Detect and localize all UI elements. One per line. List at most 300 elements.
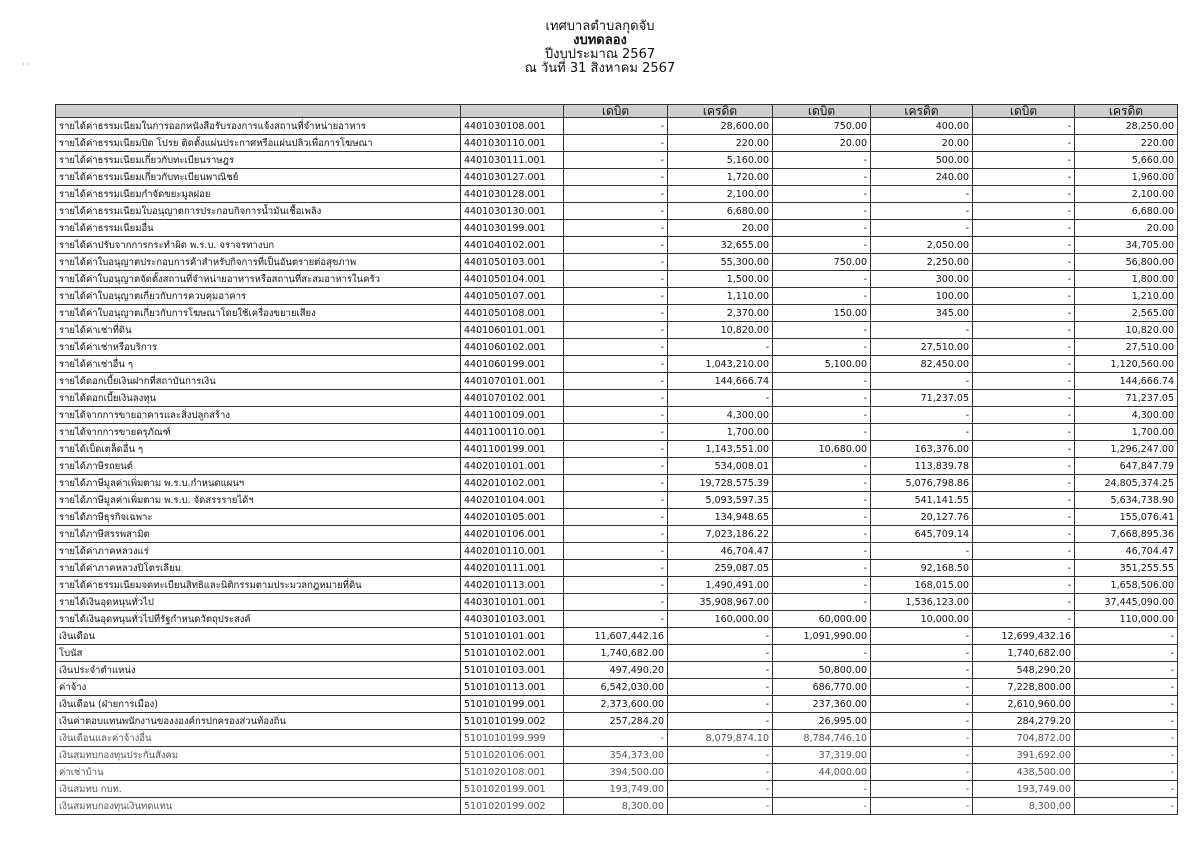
table-row (56, 458, 1178, 475)
account-code-cell: 4402010106.001 (461, 526, 564, 543)
closing-debit-cell: 704,872.00 (973, 730, 1075, 747)
column-header-period-credit: เครดิต (871, 105, 973, 118)
closing-debit-cell: - (973, 407, 1075, 424)
period-credit-cell: - (871, 747, 973, 764)
account-code-cell: 4401100110.001 (461, 424, 564, 441)
closing-credit-cell: 7,668,895.36 (1075, 526, 1178, 543)
period-credit-cell: 300.00 (871, 271, 973, 288)
table-row (56, 594, 1178, 611)
period-credit-cell: - (871, 696, 973, 713)
table-row (56, 526, 1178, 543)
closing-credit-cell: 6,680.00 (1075, 203, 1178, 220)
table-row (56, 339, 1178, 356)
period-credit-cell: - (871, 407, 973, 424)
table-row (56, 662, 1178, 679)
table-row (56, 696, 1178, 713)
account-code-cell: 4401040102.001 (461, 237, 564, 254)
table-row (56, 152, 1178, 169)
closing-credit-cell: - (1075, 628, 1178, 645)
closing-debit-cell: - (973, 594, 1075, 611)
period-credit-cell: - (871, 628, 973, 645)
opening-credit-cell: 5,093,597.35 (668, 492, 773, 509)
period-credit-cell: - (871, 764, 973, 781)
table-row (56, 237, 1178, 254)
account-code-cell: 4401070101.001 (461, 373, 564, 390)
opening-credit-cell: 1,500.00 (668, 271, 773, 288)
account-name-cell: เงินเดือน (56, 628, 461, 645)
opening-debit-cell: 354,373.00 (564, 747, 668, 764)
period-credit-cell: 71,237.05 (871, 390, 973, 407)
closing-debit-cell: - (973, 339, 1075, 356)
opening-debit-cell: - (564, 152, 668, 169)
account-name-cell: รายได้เงินอุดหนุนทั่วไป (56, 594, 461, 611)
table-row (56, 118, 1178, 135)
account-code-cell: 5101020199.001 (461, 781, 564, 798)
period-debit-cell: - (773, 577, 871, 594)
account-name-cell: รายได้ภาษีมูลค่าเพิ่มตาม พ.ร.บ. จัดสรรรายได้ฯ (56, 492, 461, 509)
table-row (56, 764, 1178, 781)
period-credit-cell: - (871, 424, 973, 441)
account-name-cell: เงินเดือนและค่าจ้างอื่น (56, 730, 461, 747)
table-row (56, 577, 1178, 594)
period-credit-cell: - (871, 220, 973, 237)
column-header-opening-credit: เครดิต (668, 105, 773, 118)
opening-debit-cell: - (564, 118, 668, 135)
period-credit-cell: - (871, 798, 973, 815)
account-code-cell: 4401030110.001 (461, 135, 564, 152)
opening-credit-cell: 7,023,186.22 (668, 526, 773, 543)
opening-credit-cell: 160,000.00 (668, 611, 773, 628)
scan-speck: · · (22, 60, 30, 69)
period-debit-cell: - (773, 203, 871, 220)
period-credit-cell: - (871, 679, 973, 696)
opening-credit-cell: 1,143,551.00 (668, 441, 773, 458)
table-row (56, 798, 1178, 815)
period-debit-cell: - (773, 594, 871, 611)
table-row (56, 356, 1178, 373)
period-debit-cell: - (773, 322, 871, 339)
closing-debit-cell: - (973, 186, 1075, 203)
account-code-cell: 5101020199.002 (461, 798, 564, 815)
period-credit-cell: 82,450.00 (871, 356, 973, 373)
period-credit-cell: 20,127.76 (871, 509, 973, 526)
closing-debit-cell: - (973, 288, 1075, 305)
opening-credit-cell: - (668, 713, 773, 730)
closing-debit-cell: - (973, 237, 1075, 254)
opening-debit-cell: 6,542,030.00 (564, 679, 668, 696)
table-row (56, 203, 1178, 220)
table-row (56, 611, 1178, 628)
account-name-cell: รายได้ค่าใบอนุญาตจัดตั้งสถานที่จำหน่ายอาหารหรือสถานที่สะสมอาหารในครัว (56, 271, 461, 288)
closing-debit-cell: - (973, 543, 1075, 560)
account-code-cell: 5101010102.001 (461, 645, 564, 662)
account-name-cell: รายได้ค่าธรรมเนียมเกี่ยวกับทะเบียนราษฎร (56, 152, 461, 169)
opening-credit-cell: 35,908,967.00 (668, 594, 773, 611)
account-name-cell: รายได้ค่าใบอนุญาตเกี่ยวกับการควบคุมอาคาร (56, 288, 461, 305)
closing-credit-cell: 10,820.00 (1075, 322, 1178, 339)
table-row (56, 186, 1178, 203)
period-debit-cell: 8,784,746.10 (773, 730, 871, 747)
account-code-cell: 4401060199.001 (461, 356, 564, 373)
period-credit-cell: 113,839.78 (871, 458, 973, 475)
closing-credit-cell: 647,847.79 (1075, 458, 1178, 475)
period-debit-cell: - (773, 152, 871, 169)
period-debit-cell: 750.00 (773, 254, 871, 271)
closing-credit-cell: - (1075, 798, 1178, 815)
period-credit-cell: - (871, 713, 973, 730)
period-credit-cell: - (871, 322, 973, 339)
opening-debit-cell: - (564, 356, 668, 373)
closing-credit-cell: 46,704.47 (1075, 543, 1178, 560)
table-row (56, 271, 1178, 288)
account-code-cell: 4402010105.001 (461, 509, 564, 526)
closing-debit-cell: - (973, 509, 1075, 526)
account-name-cell: เงินประจำตำแหน่ง (56, 662, 461, 679)
period-debit-cell: - (773, 373, 871, 390)
closing-debit-cell: 12,699,432.16 (973, 628, 1075, 645)
period-debit-cell: 5,100.00 (773, 356, 871, 373)
closing-debit-cell: - (973, 611, 1075, 628)
closing-debit-cell: 438,500.00 (973, 764, 1075, 781)
account-code-cell: 4402010101.001 (461, 458, 564, 475)
opening-credit-cell: 4,300.00 (668, 407, 773, 424)
period-credit-cell: - (871, 645, 973, 662)
account-name-cell: เงินสมทบกองทุนเงินทดแทน (56, 798, 461, 815)
account-name-cell: รายได้ภาษีธุรกิจเฉพาะ (56, 509, 461, 526)
closing-credit-cell: - (1075, 781, 1178, 798)
period-credit-cell: - (871, 730, 973, 747)
account-name-cell: รายได้ภาษีสรรพสามิต (56, 526, 461, 543)
closing-debit-cell: - (973, 390, 1075, 407)
account-code-cell: 5101020106.001 (461, 747, 564, 764)
opening-credit-cell: 1,490,491.00 (668, 577, 773, 594)
account-code-cell: 5101010103.001 (461, 662, 564, 679)
closing-debit-cell: - (973, 271, 1075, 288)
opening-credit-cell: - (668, 390, 773, 407)
account-code-cell: 5101010199.999 (461, 730, 564, 747)
period-credit-cell: 100.00 (871, 288, 973, 305)
period-debit-cell: - (773, 390, 871, 407)
closing-credit-cell: 4,300.00 (1075, 407, 1178, 424)
closing-credit-cell: 28,250.00 (1075, 118, 1178, 135)
period-debit-cell: - (773, 798, 871, 815)
period-debit-cell: 10,680.00 (773, 441, 871, 458)
opening-debit-cell: 497,490.20 (564, 662, 668, 679)
closing-credit-cell: - (1075, 645, 1178, 662)
opening-debit-cell: 11,607,442.16 (564, 628, 668, 645)
period-credit-cell: 541,141.55 (871, 492, 973, 509)
account-code-cell: 5101010113.001 (461, 679, 564, 696)
account-name-cell: รายได้ค่าภาคหลวงปิโตรเลียม (56, 560, 461, 577)
report-header (0, 0, 1200, 76)
closing-debit-cell: 1,740,682.00 (973, 645, 1075, 662)
table-header-row (56, 105, 1178, 118)
column-header-opening-debit: เดบิต (564, 105, 668, 118)
opening-credit-cell: - (668, 645, 773, 662)
opening-debit-cell: - (564, 577, 668, 594)
opening-credit-cell: 2,100.00 (668, 186, 773, 203)
opening-credit-cell: 20.00 (668, 220, 773, 237)
opening-credit-cell: 32,655.00 (668, 237, 773, 254)
period-debit-cell: 37,319.00 (773, 747, 871, 764)
table-row (56, 713, 1178, 730)
table-row (56, 628, 1178, 645)
opening-credit-cell: 10,820.00 (668, 322, 773, 339)
account-name-cell: เงินสมทบกองทุนประกันสังคม (56, 747, 461, 764)
table-row (56, 424, 1178, 441)
opening-debit-cell: - (564, 135, 668, 152)
account-code-cell: 4403010101.001 (461, 594, 564, 611)
account-code-cell: 4401030199.001 (461, 220, 564, 237)
closing-debit-cell: - (973, 424, 1075, 441)
account-name-cell: รายได้ดอกเบี้ยเงินฝากที่สถาบันการเงิน (56, 373, 461, 390)
period-debit-cell: 1,091,990.00 (773, 628, 871, 645)
period-debit-cell: 750.00 (773, 118, 871, 135)
account-name-cell: รายได้ค่าเช่าอื่น ๆ (56, 356, 461, 373)
table-row (56, 169, 1178, 186)
opening-debit-cell: - (564, 271, 668, 288)
opening-credit-cell: 1,700.00 (668, 424, 773, 441)
closing-debit-cell: - (973, 441, 1075, 458)
period-debit-cell: - (773, 475, 871, 492)
closing-credit-cell: 2,565.00 (1075, 305, 1178, 322)
account-name-cell: รายได้ค่าธรรมเนียมเกี่ยวกับทะเบียนพาณิชย์ (56, 169, 461, 186)
closing-debit-cell: - (973, 203, 1075, 220)
opening-credit-cell: 144,666.74 (668, 373, 773, 390)
closing-credit-cell: - (1075, 730, 1178, 747)
column-header-closing-debit: เดบิต (973, 105, 1075, 118)
opening-credit-cell: 1,110.00 (668, 288, 773, 305)
period-debit-cell: - (773, 271, 871, 288)
opening-credit-cell: 1,043,210.00 (668, 356, 773, 373)
opening-debit-cell: - (564, 594, 668, 611)
account-name-cell: รายได้ค่าธรรมเนียมจดทะเบียนสิทธิและนิติกรรมตามประมวลกฎหมายที่ดิน (56, 577, 461, 594)
account-code-cell: 4401050107.001 (461, 288, 564, 305)
account-code-cell: 4401030111.001 (461, 152, 564, 169)
period-credit-cell: 5,076,798.86 (871, 475, 973, 492)
account-name-cell: รายได้เงินอุดหนุนทั่วไปที่รัฐกำหนดวัตถุประสงค์ (56, 611, 461, 628)
opening-debit-cell: 1,740,682.00 (564, 645, 668, 662)
period-debit-cell: - (773, 492, 871, 509)
closing-debit-cell: - (973, 492, 1075, 509)
closing-credit-cell: 1,296,247.00 (1075, 441, 1178, 458)
closing-credit-cell: 1,700.00 (1075, 424, 1178, 441)
closing-credit-cell: 1,210.00 (1075, 288, 1178, 305)
opening-credit-cell: 534,008.01 (668, 458, 773, 475)
closing-debit-cell: - (973, 220, 1075, 237)
closing-debit-cell: - (973, 560, 1075, 577)
account-code-cell: 4401060102.001 (461, 339, 564, 356)
table-row (56, 509, 1178, 526)
period-debit-cell: 26,995.00 (773, 713, 871, 730)
table-row (56, 747, 1178, 764)
table-row (56, 679, 1178, 696)
opening-debit-cell: - (564, 186, 668, 203)
period-debit-cell: - (773, 781, 871, 798)
period-debit-cell: - (773, 645, 871, 662)
opening-debit-cell: - (564, 390, 668, 407)
table-row (56, 254, 1178, 271)
account-name-cell: รายได้ค่าธรรมเนียมในการออกหนังสือรับรองการแจ้งสถานที่จำหน่ายอาหาร (56, 118, 461, 135)
closing-credit-cell: 351,255.55 (1075, 560, 1178, 577)
opening-debit-cell: - (564, 492, 668, 509)
account-name-cell: รายได้ดอกเบี้ยเงินลงทุน (56, 390, 461, 407)
opening-debit-cell: - (564, 407, 668, 424)
account-name-cell: รายได้จากการขายครุภัณฑ์ (56, 424, 461, 441)
closing-credit-cell: 5,634,738.90 (1075, 492, 1178, 509)
period-credit-cell: - (871, 186, 973, 203)
opening-debit-cell: - (564, 730, 668, 747)
account-code-cell: 5101010199.001 (461, 696, 564, 713)
opening-credit-cell: 8,079,874.10 (668, 730, 773, 747)
opening-debit-cell: - (564, 611, 668, 628)
opening-debit-cell: - (564, 424, 668, 441)
period-credit-cell: 163,376.00 (871, 441, 973, 458)
closing-debit-cell: - (973, 475, 1075, 492)
column-header-account-name (56, 105, 461, 118)
opening-debit-cell: - (564, 203, 668, 220)
closing-credit-cell: 1,800.00 (1075, 271, 1178, 288)
account-name-cell: รายได้ค่าธรรมเนียมกำจัดขยะมูลฝอย (56, 186, 461, 203)
opening-credit-cell: 259,087.05 (668, 560, 773, 577)
closing-debit-cell: - (973, 305, 1075, 322)
opening-debit-cell: - (564, 458, 668, 475)
account-code-cell: 4401030130.001 (461, 203, 564, 220)
account-name-cell: รายได้จากการขายอาคารและสิ่งปลูกสร้าง (56, 407, 461, 424)
opening-credit-cell: - (668, 662, 773, 679)
closing-debit-cell: 2,610,960.00 (973, 696, 1075, 713)
opening-credit-cell: 28,600.00 (668, 118, 773, 135)
account-code-cell: 4402010110.001 (461, 543, 564, 560)
closing-debit-cell: 391,692.00 (973, 747, 1075, 764)
closing-credit-cell: 20.00 (1075, 220, 1178, 237)
period-credit-cell: 168,015.00 (871, 577, 973, 594)
period-credit-cell: 10,000.00 (871, 611, 973, 628)
closing-credit-cell: 1,120,560.00 (1075, 356, 1178, 373)
closing-debit-cell: - (973, 458, 1075, 475)
opening-credit-cell: 2,370.00 (668, 305, 773, 322)
closing-credit-cell: 1,960.00 (1075, 169, 1178, 186)
account-name-cell: รายได้ค่าใบอนุญาตประกอบการค้าสำหรับกิจการที่เป็นอันตรายต่อสุขภาพ (56, 254, 461, 271)
closing-debit-cell: - (973, 577, 1075, 594)
account-code-cell: 5101020108.001 (461, 764, 564, 781)
table-row (56, 220, 1178, 237)
opening-credit-cell: 6,680.00 (668, 203, 773, 220)
period-debit-cell: - (773, 543, 871, 560)
closing-debit-cell: - (973, 118, 1075, 135)
opening-credit-cell: - (668, 764, 773, 781)
closing-credit-cell: - (1075, 696, 1178, 713)
closing-credit-cell: 1,658,506.00 (1075, 577, 1178, 594)
period-credit-cell: - (871, 781, 973, 798)
closing-debit-cell: - (973, 135, 1075, 152)
account-name-cell: รายได้ภาษีรถยนต์ (56, 458, 461, 475)
opening-credit-cell: 1,720.00 (668, 169, 773, 186)
table-row (56, 390, 1178, 407)
opening-credit-cell: - (668, 628, 773, 645)
account-code-cell: 4402010104.001 (461, 492, 564, 509)
opening-debit-cell: 394,500.00 (564, 764, 668, 781)
opening-debit-cell: - (564, 339, 668, 356)
period-credit-cell: 20.00 (871, 135, 973, 152)
account-code-cell: 4403010103.001 (461, 611, 564, 628)
closing-credit-cell: 24,805,374.25 (1075, 475, 1178, 492)
period-debit-cell: - (773, 458, 871, 475)
period-debit-cell: 60,000.00 (773, 611, 871, 628)
closing-credit-cell: 37,445,090.00 (1075, 594, 1178, 611)
period-credit-cell: 645,709.14 (871, 526, 973, 543)
as-of-date: ณ วันที่ 31 สิงหาคม 2567 (524, 61, 676, 76)
period-debit-cell: 50,800.00 (773, 662, 871, 679)
opening-credit-cell: - (668, 339, 773, 356)
account-name-cell: รายได้เบ็ดเตล็ดอื่น ๆ (56, 441, 461, 458)
account-name-cell: รายได้ค่าเช่าหรือบริการ (56, 339, 461, 356)
organization-name: เทศบาลตำบลกุดจับ (545, 19, 655, 34)
period-credit-cell: - (871, 662, 973, 679)
account-name-cell: รายได้ค่าปรับจากการกระทำผิด พ.ร.บ. จราจรทางบก (56, 237, 461, 254)
period-debit-cell: 20.00 (773, 135, 871, 152)
period-debit-cell: 237,360.00 (773, 696, 871, 713)
closing-debit-cell: 284,279.20 (973, 713, 1075, 730)
opening-debit-cell: 193,749.00 (564, 781, 668, 798)
opening-debit-cell: - (564, 169, 668, 186)
account-code-cell: 4401100109.001 (461, 407, 564, 424)
period-credit-cell: 92,168.50 (871, 560, 973, 577)
account-code-cell: 5101010199.002 (461, 713, 564, 730)
opening-debit-cell: - (564, 543, 668, 560)
opening-credit-cell: 220.00 (668, 135, 773, 152)
period-credit-cell: 500.00 (871, 152, 973, 169)
table-row (56, 543, 1178, 560)
period-debit-cell: - (773, 288, 871, 305)
period-debit-cell: - (773, 220, 871, 237)
table-row (56, 781, 1178, 798)
opening-debit-cell: - (564, 373, 668, 390)
opening-credit-cell: - (668, 696, 773, 713)
period-credit-cell: 1,536,123.00 (871, 594, 973, 611)
opening-credit-cell: 19,728,575.39 (668, 475, 773, 492)
account-code-cell: 4401050104.001 (461, 271, 564, 288)
closing-credit-cell: 27,510.00 (1075, 339, 1178, 356)
closing-debit-cell: - (973, 526, 1075, 543)
opening-debit-cell: 2,373,600.00 (564, 696, 668, 713)
table-row (56, 407, 1178, 424)
opening-debit-cell: - (564, 509, 668, 526)
account-name-cell: รายได้ค่าธรรมเนียมอื่น (56, 220, 461, 237)
closing-debit-cell: 193,749.00 (973, 781, 1075, 798)
account-name-cell: รายได้ค่าเช่าที่ดิน (56, 322, 461, 339)
closing-debit-cell: 548,290.20 (973, 662, 1075, 679)
table-row (56, 645, 1178, 662)
closing-debit-cell: - (973, 254, 1075, 271)
period-credit-cell: - (871, 373, 973, 390)
opening-credit-cell: 5,160.00 (668, 152, 773, 169)
closing-credit-cell: 34,705.00 (1075, 237, 1178, 254)
table-body (56, 118, 1178, 815)
period-credit-cell: 2,250.00 (871, 254, 973, 271)
opening-debit-cell: - (564, 322, 668, 339)
account-name-cell: เงินค่าตอบแทนพนักงานของงองค์กรปกครองส่วนท้องถิ่น (56, 713, 461, 730)
period-debit-cell: - (773, 560, 871, 577)
account-code-cell: 4401030108.001 (461, 118, 564, 135)
period-credit-cell: - (871, 543, 973, 560)
account-name-cell: เงินสมทบ กบท. (56, 781, 461, 798)
table-row (56, 730, 1178, 747)
account-code-cell: 4401030127.001 (461, 169, 564, 186)
table-row (56, 560, 1178, 577)
opening-credit-cell: - (668, 747, 773, 764)
closing-credit-cell: 5,660.00 (1075, 152, 1178, 169)
